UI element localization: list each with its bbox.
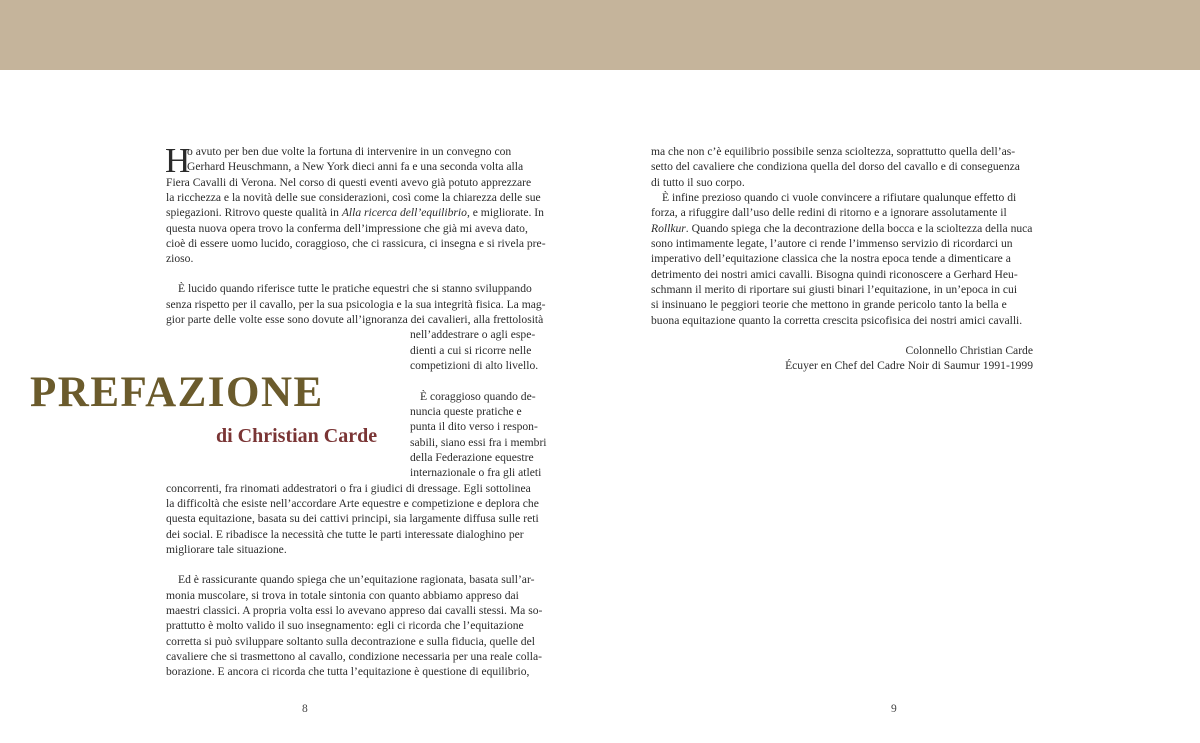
- paragraph-line: o avuto per ben due volte la fortuna di intervenire in un convegno con: [187, 145, 512, 158]
- paragraph-line: schmann il merito di riportare sui giusti binari l’equitazione, in un’epoca in cui: [651, 283, 1018, 296]
- paragraph-line: cavaliere che si trasmettono al cavallo, condizione necessaria per una reale colla-: [166, 650, 542, 663]
- paragraph-line: la difficoltà che esiste nell’accordare Arte equestre e competizione e deplora che: [166, 497, 539, 510]
- paragraph-line: buona equitazione quanto la corretta crescita psicofisica dei nostri amici cavalli.: [651, 314, 1023, 327]
- paragraph-line: sono intimamente legate, l’autore ci rende l’immenso servizio di ricordarci un: [651, 237, 1013, 250]
- paragraph-line: Ed è rassicurante quando spiega che un’equitazione ragionata, basata sull’ar-: [178, 573, 535, 586]
- paragraph-line: Gerhard Heuschmann, a New York dieci anni fa e una seconda volta alla: [187, 160, 524, 173]
- paragraph-line: Rollkur. Quando spiega che la decontrazione della bocca e la scioltezza della nuca: [651, 222, 1033, 235]
- paragraph-line: setto del cavaliere che condiziona quella del dorso del cavallo e di conseguenza: [651, 160, 1020, 173]
- paragraph-line: imperativo dell’equitazione classica che la nostra epoca tende a dimenticare a: [651, 252, 1011, 265]
- paragraph-line: di tutto il suo corpo.: [651, 176, 745, 189]
- header-band: [0, 0, 1200, 70]
- paragraph-line: migliorare tale situazione.: [166, 543, 287, 556]
- paragraph-line: detrimento dei nostri amici cavalli. Bisogna quindi riconoscere a Gerhard Heu-: [651, 268, 1018, 281]
- signature-name: Colonnello Christian Carde: [905, 344, 1033, 357]
- paragraph-line: ma che non c’è equilibrio possibile senza scioltezza, soprattutto quella dell’as-: [651, 145, 1016, 158]
- paragraph-line: cioè di essere uomo lucido, coraggioso, che ci rassicura, ci insegna e si rivela pre-: [166, 237, 546, 250]
- paragraph-line: maestri classici. A propria volta essi lo avevano appreso dai cavalli stessi. Ma so-: [166, 604, 543, 617]
- paragraph-line: monia muscolare, si trova in totale sintonia con quanto abbiamo appreso dai: [166, 589, 519, 602]
- paragraph-line: internazionale o fra gli atleti: [410, 466, 542, 479]
- paragraph-line: prattutto è molto valido il suo insegnamento: egli ci ricorda che l’equitazione: [166, 619, 524, 632]
- paragraph-line: senza rispetto per il cavallo, per la sua psicologia e la sua integrità fisica. La mag-: [166, 298, 546, 311]
- paragraph-line: zioso.: [166, 252, 194, 265]
- paragraph-line: gior parte delle volte esse sono dovute all’ignoranza dei cavalieri, alla frettolosità: [166, 313, 544, 326]
- paragraph-line: questa nuova opera trovo la conferma dell’impressione che già mi aveva dato,: [166, 222, 528, 235]
- paragraph-line: dienti a cui si ricorre nelle: [410, 344, 532, 357]
- paragraph-line: È infine prezioso quando ci vuole convincere a rifiutare qualunque effetto di: [662, 191, 1017, 204]
- page-number: 8: [302, 703, 308, 715]
- paragraph-line: questa equitazione, basata su dei cattivi principi, sia largamente diffusa sulle reti: [166, 512, 539, 525]
- author-subtitle: di Christian Carde: [216, 425, 378, 447]
- paragraph-line: Fiera Cavalli di Verona. Nel corso di questi eventi avevo già potuto apprezzare: [166, 176, 532, 189]
- paragraph-line: sabili, siano essi fra i membri: [410, 436, 547, 449]
- paragraph-line: spiegazioni. Ritrovo queste qualità in Alla ricerca dell’equilibrio, e migliorate. In: [166, 206, 544, 219]
- paragraph-line: nell’addestrare o agli espe-: [410, 328, 536, 341]
- paragraph-line: punta il dito verso i respon-: [410, 420, 538, 433]
- paragraph-line: corretta si può sviluppare soltanto sulla decontrazione e sulla fiducia, quelle del: [166, 635, 535, 648]
- paragraph-line: borazione. E ancora ci ricorda che tutta l’equitazione è questione di equilibrio,: [166, 665, 530, 678]
- paragraph-line: È lucido quando riferisce tutte le pratiche equestri che si stanno sviluppando: [178, 282, 532, 295]
- paragraph-line: forza, a rifuggire dall’uso delle redini di ritorno e a ignorare assolutamente il: [651, 206, 1007, 219]
- drop-cap: H: [165, 141, 191, 180]
- page-title: PREFAZIONE: [30, 369, 324, 416]
- paragraph-line: si insinuano le peggiori teorie che mettono in grande pericolo tanto la bella e: [651, 298, 1007, 311]
- paragraph-line: della Federazione equestre: [410, 451, 534, 464]
- paragraph-line: nuncia queste pratiche e: [410, 405, 522, 418]
- page-number: 9: [891, 703, 897, 715]
- paragraph-line: competizioni di alto livello.: [410, 359, 539, 372]
- signature-role: Écuyer en Chef del Cadre Noir di Saumur 1991-1999: [785, 359, 1033, 372]
- paragraph-line: concorrenti, fra rinomati addestratori o fra i giudici di dressage. Egli sottolinea: [166, 482, 531, 495]
- paragraph-line: la ricchezza e la novità delle sue considerazioni, così come la chiarezza delle sue: [166, 191, 541, 204]
- paragraph-line: È coraggioso quando de-: [420, 390, 536, 403]
- paragraph-line: dei social. E ribadisce la necessità che tutte le parti interessate dialoghino per: [166, 528, 524, 541]
